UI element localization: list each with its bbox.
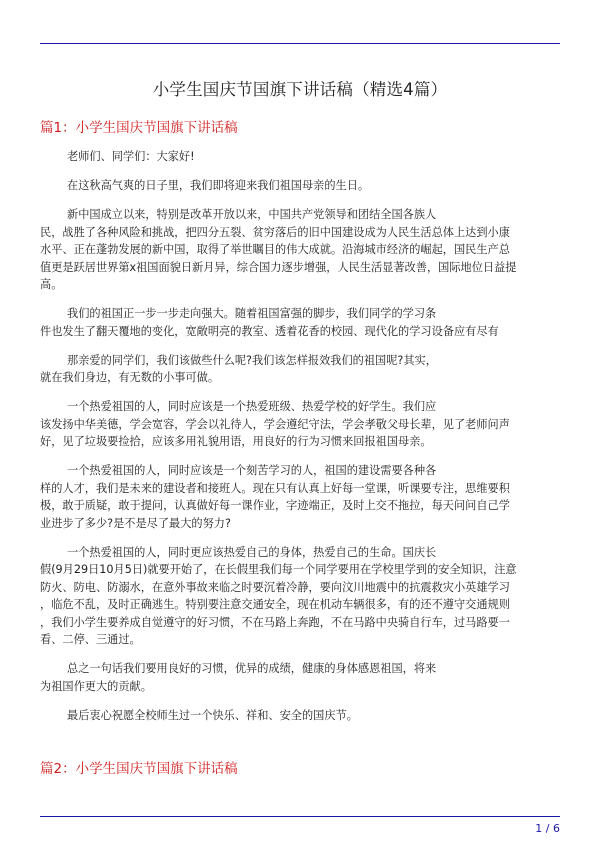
paragraph-line: 那亲爱的同学们，我们该做些什么呢?我们该怎样报效我们的祖国呢?其实，: [67, 353, 437, 367]
section-2-heading: 篇2：小学生国庆节国旗下讲话稿: [40, 761, 238, 777]
paragraph-line: 样的人才，我们是未来的建设者和接班人。现在只有认真上好每一堂课，听课要专注，思维要积: [40, 481, 510, 495]
paragraph-line: 总之一句话我们要用良好的习惯，优异的成绩，健康的身体感恩祖国，将来: [67, 662, 437, 675]
paragraph-line: 就在我们身边，有无数的小事可做。: [40, 371, 220, 384]
paragraph-line: 民，战胜了各种风险和挑战，把四分五裂、贫穷落后的旧中国建设成为人民生活总体上达到小康: [40, 225, 510, 239]
paragraph-line: 业进步了多少?是不是尽了最大的努力?: [40, 516, 231, 530]
paragraph-line: 一个热爱祖国的人，同时更应该热爱自己的身体，热爱自己的生命。国庆长: [67, 545, 437, 559]
footer-rule: [40, 816, 560, 817]
paragraph-line: 在这秋高气爽的日子里，我们即将迎来我们祖国母亲的生日。: [67, 179, 370, 192]
header-rule: [40, 43, 560, 44]
body-paragraph: [40, 352, 560, 387]
paragraph-line: 老师们、同学们：大家好!: [67, 150, 195, 163]
paragraph-line: 假(9月29日10月5日)就要开始了，在长假里我们每一个同学要用在学校里学到的安全知识，注意: [40, 563, 517, 576]
paragraph-line: 该发扬中华美德，学会宽容，学会以礼待人，学会遵纪守法，学会孝敬父母长辈，见了老师问声: [40, 417, 510, 431]
paragraph-line: 防火、防电、防溺水，在意外事故来临之时要沉着冷静，要向汶川地震中的抗震救灾小英雄学习: [40, 580, 510, 594]
section-1-heading: 篇1：小学生国庆节国旗下讲话稿: [40, 120, 238, 136]
paragraph-line: 我们的祖国正一步一步走向强大。随着祖国富强的脚步，我们同学的学习条: [67, 307, 437, 320]
paragraph-line: ，临危不乱，及时正确逃生。特别要注意交通安全，现在机动车辆很多，有的还不遵守交通规则: [40, 598, 510, 611]
paragraph-line: 一个热爱祖国的人，同时应该是一个刻苦学习的人，祖国的建设需要各种各: [67, 464, 437, 477]
body-paragraph: [40, 707, 560, 725]
paragraph-line: 件也发生了翻天覆地的变化，宽敞明亮的教室、透着花香的校园、现代化的学习设备应有尽有: [40, 324, 499, 338]
body-paragraph: [40, 660, 560, 695]
body-paragraph: [40, 305, 560, 340]
paragraph-line: 一个热爱祖国的人，同时应该是一个热爱班级、热爱学校的好学生。我们应: [67, 400, 437, 413]
paragraph-line: 新中国成立以来，特别是改革开放以来，中国共产党领导和团结全国各族人: [67, 208, 437, 221]
paragraph-line: ，我们小学生要养成自觉遵守的好习惯，不在马路上奔跑，不在马路中央骑自行车，过马路要一: [40, 615, 510, 629]
paragraph-line: 最后衷心祝愿全校师生过一个快乐、祥和、安全的国庆节。: [67, 708, 358, 722]
paragraph-line: 好，见了垃圾要捡拾，应该多用礼貌用语，用良好的行为习惯来回报祖国母亲。: [40, 435, 432, 448]
paragraph-line: 值更是跃居世界第x祖国面貌日新月异，综合国力逐步增强，人民生活显著改善，国际地位日益提: [40, 260, 517, 274]
speech-body: [40, 148, 560, 736]
body-paragraph: [40, 177, 560, 195]
document-title: 小学生国庆节国旗下讲话稿（精选4篇）: [152, 80, 448, 99]
body-paragraph: [40, 544, 560, 649]
body-paragraph: [40, 206, 560, 294]
body-paragraph: [40, 148, 560, 166]
page-number: 1 / 6: [535, 822, 560, 835]
paragraph-line: 为祖国作更大的贡献。: [40, 679, 152, 693]
paragraph-line: 极，敢于质疑，敢于提问，认真做好每一课作业，字迹端正，及时上交不拖拉，每天问问自己学: [40, 499, 510, 512]
paragraph-line: 水平、正在蓬勃发展的新中国，取得了举世瞩目的伟大成就。沿海城市经济的崛起，国民生产总: [40, 243, 510, 256]
body-paragraph: [40, 462, 560, 532]
paragraph-line: 看、二停、三通过。: [40, 633, 141, 646]
body-paragraph: [40, 398, 560, 451]
paragraph-line: 高。: [40, 278, 63, 291]
